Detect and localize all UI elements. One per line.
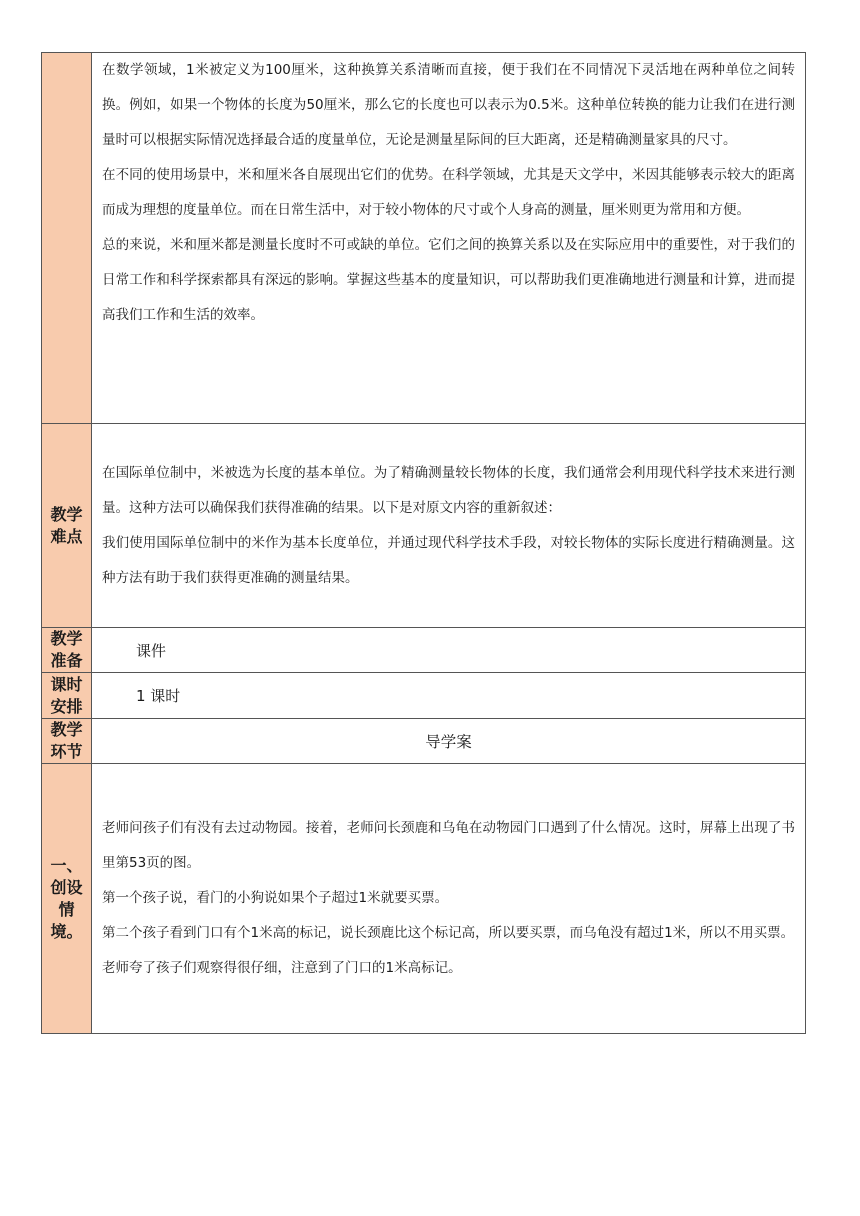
schedule-label: 课时安排 (42, 673, 92, 719)
scenario-paragraph: 第一个孩子说，看门的小狗说如果个子超过1米就要买票。 (102, 890, 449, 906)
difficulty-row (42, 424, 806, 628)
difficulty-content-cell (92, 424, 806, 628)
scenario-paragraph: 老师问孩子们有没有去过动物园。接着，老师问长颈鹿和乌龟在动物园门口遇到了什么情况。这时，屏幕上出现了书里第53页的图。 (102, 820, 795, 871)
difficulty-label: 教学难点 (42, 424, 92, 628)
intro-paragraph: 在数学领域，1米被定义为100厘米，这种换算关系清晰而直接，便于我们在不同情况下灵活地在两种单位之间转换。例如，如果一个物体的长度为50厘米，那么它的长度也可以表示为0.5米。这种单位转换的能力让我们在进行测量时可以根据实际情况选择最合适的度量单位，无论是测量星际间的巨大距离，还是精确测量家具的尺寸。 (102, 62, 795, 148)
intro-content-cell (92, 53, 806, 424)
scenario-row (42, 764, 806, 1034)
scenario-paragraph: 老师夸了孩子们观察得很仔细，注意到了门口的1米高标记。 (102, 960, 462, 976)
difficulty-paragraph: 我们使用国际单位制中的米作为基本长度单位，并通过现代科学技术手段，对较长物体的实际长度进行精确测量。这种方法有助于我们获得更准确的测量结果。 (102, 534, 795, 586)
intro-paragraph: 总的来说，米和厘米都是测量长度时不可或缺的单位。它们之间的换算关系以及在实际应用中的重要性，对于我们的日常工作和科学探索都具有深远的影响。掌握这些基本的度量知识，可以帮助我们更准确地进行测量和计算，进而提高我们工作和生活的效率。 (102, 237, 795, 323)
schedule-value: 1 课时 (92, 673, 806, 719)
stages-value: 导学案 (92, 719, 806, 764)
stages-label: 教学环节 (42, 719, 92, 764)
intro-row (42, 53, 806, 424)
intro-paragraph: 在不同的使用场景中，米和厘米各自展现出它们的优势。在科学领域，尤其是天文学中，米因其能够表示较大的距离而成为理想的度量单位。而在日常生活中，对于较小物体的尺寸或个人身高的测量，厘米则更为常用和方便。 (102, 167, 795, 218)
preparation-value: 课件 (92, 628, 806, 673)
scenario-paragraph: 第二个孩子看到门口有个1米高的标记，说长颈鹿比这个标记高，所以要买票，而乌龟没有超过1米，所以不用买票。 (102, 925, 795, 941)
scenario-content-cell (92, 764, 806, 1034)
preparation-row (42, 628, 806, 673)
difficulty-paragraph: 在国际单位制中，米被选为长度的基本单位。为了精确测量较长物体的长度，我们通常会利用现代科学技术来进行测量。这种方法可以确保我们获得准确的结果。以下是对原文内容的重新叙述： (102, 464, 795, 516)
stages-row (42, 719, 806, 764)
lesson-plan-table (41, 52, 806, 1034)
scenario-label: 一、创设情境。 (42, 764, 92, 1034)
intro-label-cell (42, 53, 92, 424)
preparation-label: 教学准备 (42, 628, 92, 673)
schedule-row (42, 673, 806, 719)
